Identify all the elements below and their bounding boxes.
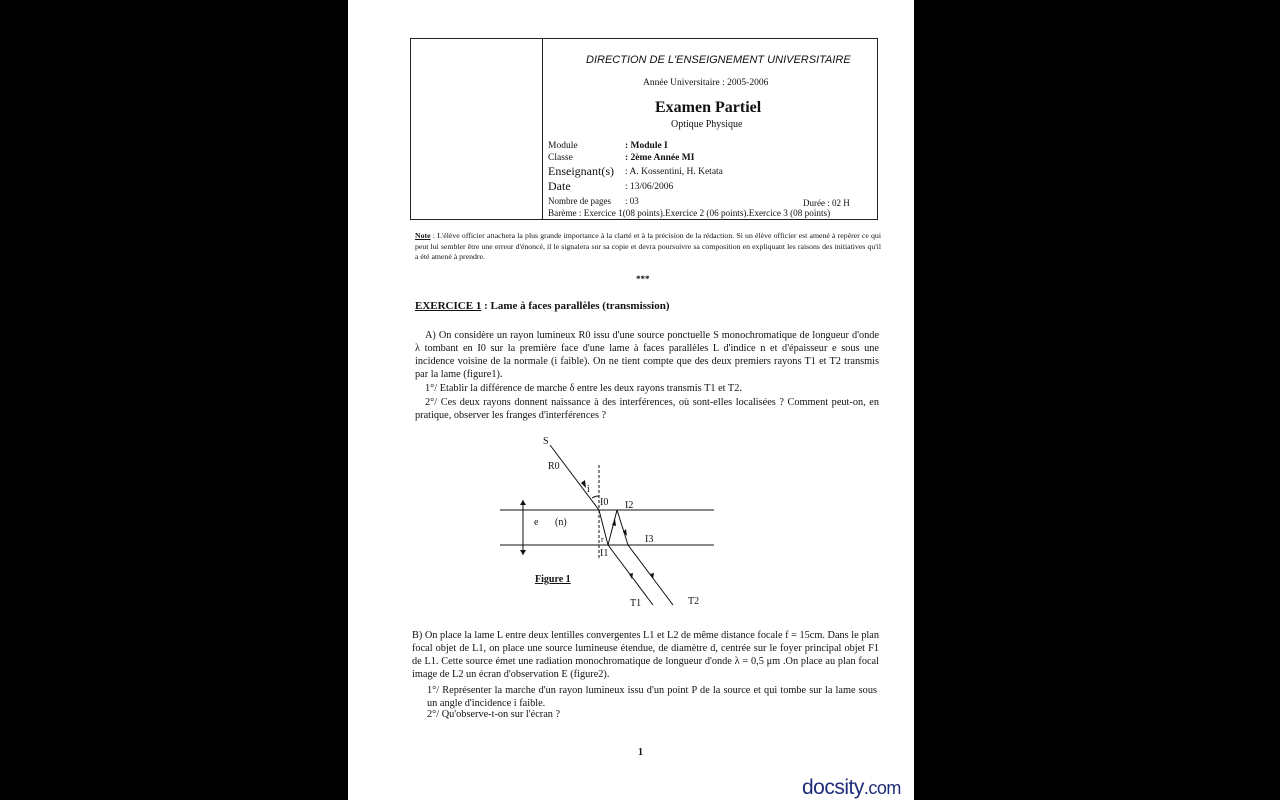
exercise-1-question-1: 1°/ Etablir la différence de marche δ entre les deux rayons transmis T1 et T2. — [425, 383, 742, 394]
exercise-1-part-b-question-1: 1°/ Représenter la marche d'un rayon lumineux issu d'un point P de la source et qui tombe sur la lame sous un angle d'incidence i faible. — [427, 685, 877, 709]
pages-label: Nombre de pages — [548, 196, 611, 206]
bareme: Barème : Exercice 1(08 points).Exercice 2 (06 points).Exercice 3 (08 points) — [548, 208, 831, 218]
exercise-1-part-b-question-2: 2°/ Qu'observe-t-on sur l'écran ? — [427, 709, 561, 720]
note-text: : L'élève officier attachera la plus grande importance à la clarté et à la précision de la rédaction. Si un élève officier est amené à repérer ce qui peut lui sembler être une erreur d'énoncé, il le signalera sur sa copie et devra poursuivre sa composition en expliquant les raisons des initiatives qu'il a été amené à prendre. — [415, 231, 881, 261]
date-label: Date — [548, 179, 571, 193]
label-n: (n) — [555, 517, 567, 528]
label-I3: I3 — [645, 534, 654, 545]
duree: Durée : 02 H — [803, 198, 850, 208]
label-R0: R0 — [548, 461, 560, 472]
internal-ray-1 — [608, 510, 617, 545]
figure-1-diagram — [488, 430, 728, 620]
date-value: : 13/06/2006 — [625, 182, 674, 192]
label-I1: I1 — [600, 548, 609, 559]
exercise-1-subtitle: : Lame à faces parallèles (transmission) — [481, 300, 670, 312]
label-T2: T2 — [688, 596, 700, 607]
exercise-1-title — [415, 300, 670, 312]
label-r: r — [601, 535, 604, 544]
classe-value: : 2ème Année MI — [625, 153, 695, 163]
note-label: Note — [415, 231, 431, 240]
figure-1-caption: Figure 1 — [535, 574, 571, 585]
annee-universitaire: Année Universitaire : 2005-2006 — [643, 78, 769, 88]
label-i: i — [587, 484, 590, 495]
module-value: : Module I — [625, 141, 668, 151]
label-S: S — [543, 436, 549, 447]
incident-ray — [550, 445, 599, 510]
docsity-logo: docsity.com — [802, 776, 901, 799]
note-paragraph — [415, 231, 881, 263]
exercise-1-label: EXERCICE 1 — [415, 300, 482, 312]
exam-subject: Optique Physique — [671, 119, 743, 130]
label-T1: T1 — [630, 598, 642, 609]
module-label: Module — [548, 141, 578, 151]
header-box — [410, 38, 878, 220]
internal-ray-2 — [617, 510, 628, 545]
enseignants-value: : A. Kossentini, H. Ketata — [625, 167, 723, 177]
transmitted-ray-2 — [628, 545, 673, 605]
page-number: 1 — [638, 747, 643, 758]
label-I2: I2 — [625, 500, 634, 511]
exam-title: Examen Partiel — [655, 99, 762, 116]
label-e: e — [534, 517, 539, 528]
exercise-1-part-a: A) On considère un rayon lumineux R0 issu d'une source ponctuelle S monochromatique de longueur d'onde λ tombant en I0 sur la première face d'une lame à faces parallèles L d'indice n et d'épaisseur e sous une incidence voisine de la normale (i faible). On ne tient compte que des deux premiers rayons T1 et T2 transmis par la lame (figure1). — [415, 330, 879, 380]
direction-title: DIRECTION DE L'ENSEIGNEMENT UNIVERSITAIRE — [586, 54, 851, 66]
exercise-1-question-2: 2°/ Ces deux rayons donnent naissance à des interférences, où sont-elles localisées ? Comment peut-on, en pratique, observer les franges d'interférences ? — [415, 397, 879, 421]
exercise-1-part-b: B) On place la lame L entre deux lentilles convergentes L1 et L2 de même distance focale f = 15cm. Dans le plan focal objet de L1, on place une source lumineuse étendue, de diamètre d, centrée sur le foyer principal objet F1 de L1. Cette source émet une radiation monochromatique de longueur d'onde λ = 0,5 μm .On place au plan focal image de L2 un écran d'observation E (figure2). — [412, 630, 879, 680]
separator-stars: *** — [636, 274, 650, 284]
enseignants-label: Enseignant(s) — [548, 164, 614, 178]
document-page — [348, 0, 914, 800]
header-divider — [542, 39, 543, 219]
classe-label: Classe — [548, 153, 573, 163]
label-I0: I0 — [600, 497, 609, 508]
pages-value: : 03 — [625, 196, 639, 206]
